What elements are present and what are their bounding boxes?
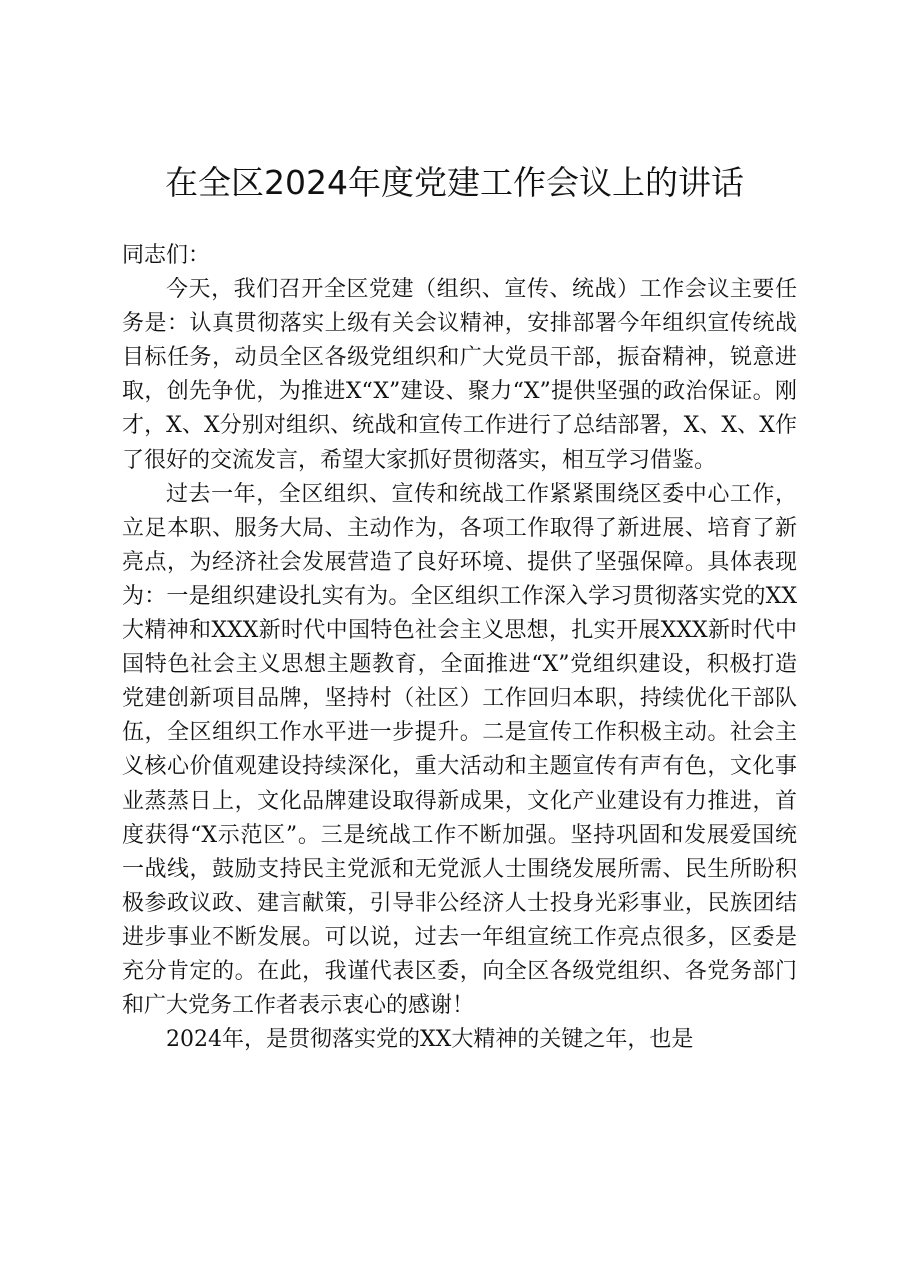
document-body	[122, 239, 797, 1057]
paragraph-2024: 2024年，是贯彻落实党的XX大精神的关键之年，也是	[166, 1027, 694, 1053]
paragraph-opening: 今天，我们召开全区党建（组织、宣传、统战）工作会议主要任务是：认真贯彻落实上级有关会议精神，安排部署今年组织宣传统战目标任务，动员全区各级党组织和广大党员干部，振奋精神，锐意进取，创先争优，为推进X“X”建设、聚力“X”提供坚强的政治保证。刚才，X、X分别对组织、统战和宣传工作进行了总结部署，X、X、X作了很好的交流发言，希望大家抓好贯彻落实，相互学习借鉴。	[122, 277, 797, 473]
document-title: 在全区2024年度党建工作会议上的讲话	[165, 163, 744, 202]
salutation: 同志们：	[122, 243, 211, 268]
paragraph-review: 过去一年，全区组织、宣传和统战工作紧紧围绕区委中心工作，立足本职、服务大局、主动作为，各项工作取得了新进展、培育了新亮点，为经济社会发展营造了良好环境、提供了坚强保障。具体表现为：一是组织建设扎实有为。全区组织工作深入学习贯彻落实党的XX大精神和XXX新时代中国特色社会主义思想，扎实开展XXX新时代中国特色社会主义思想主题教育，全面推进“X”党组织建设，积极打造党建创新项目品牌，坚持村（社区）工作回归本职，持续优化干部队伍，全区组织工作水平进一步提升。二是宣传工作积极主动。社会主义核心价值观建设持续深化，重大活动和主题宣传有声有色，文化事业蒸蒸日上，文化品牌建设取得新成果，文化产业建设有力推进，首度获得“X示范区”。三是统战工作不断加强。坚持巩固和发展爱国统一战线，鼓励支持民主党派和无党派人士围绕发展所需、民生所盼积极参政议政、建言献策，引导非公经济人士投身光彩事业，民族团结进步事业不断发展。可以说，过去一年组宣统工作亮点很多，区委是充分肯定的。在此，我谨代表区委，向全区各级党组织、各党务部门和广大党务工作者表示衷心的感谢！	[122, 481, 797, 1019]
